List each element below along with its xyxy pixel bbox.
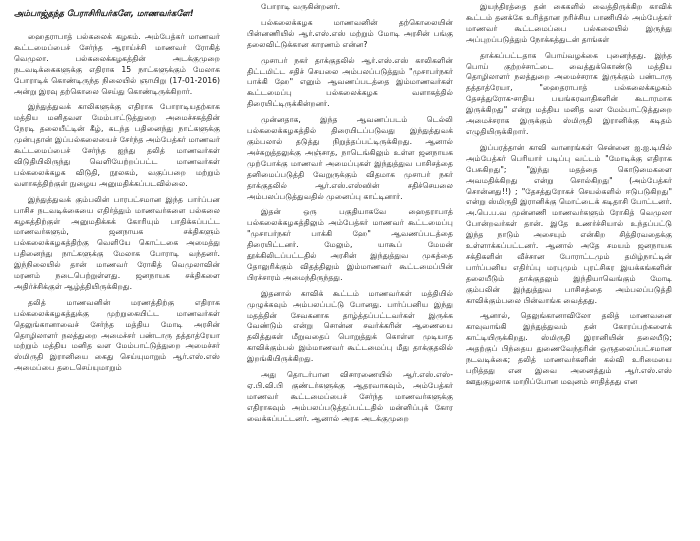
article-headline: அம்பாஜ்தந்த பேராசிரியர்களே, மாணவர்களே! [14,8,194,18]
paragraph: போராடி வருகின்றனர். [261,2,341,11]
paragraph: தாக்கப்பட்டதாக பொய்வழக்கை புனைந்தது. இந்த பொய் குற்றச்சாட்டை வைத்துக்கொண்டு மத்திய தொழிலாளர் நலத்துறை அமைச்சராக இருக்கும் பண்டாரு தத்தாத்ரேயா, "ஹைதராபாத் பல்கலைக்கழகம் தேசத்துரோக-சாதிய பயங்கரவாதிகளின் கூடாரமாக இருக்கிறது" என்று மத்திய மனித வள மேம்பாட்டுத்துறை அமைச்சராக இருக்கும் ஸ்மிருதி இரானிக்கு கடிதம் எழுதியிருக்கிறார். [466,50,672,136]
paragraph: இதன் ஒரு பகுதியாகவே ஹைதராபாத் பல்கலைக்கழகத்திலும் அம்பேத்கர் மாணவர் கூட்டமைப்பு "முசாபர்நகர் பாக்கி ஹே" ஆவணப்படத்தை திரையிட்டனர். மேலும், யாகூப் மேமன் தூக்கிலிடப்பட்டதில் அரசின் இந்துத்துவ முகத்தை தோலுரிக்கும் விதத்திலும் இம்மாணவர் கூட்டமைப்பின் பிரச்சாரம் அமைந்திருந்தது. [247,207,453,282]
paragraph: இந்துத்துவக் காலிகளுக்கு எதிராக போராடியதற்காக மத்திய மனிதவள மேம்பாட்டுத்துறை அமைச்சகத்தின் நேரடி தலையீட்டின் கீழ், கடந்த பதினைந்து நாட்களுக்கு முன்புதான் இப்பல்கலையைச் சேர்ந்த அம்பேத்கர் மாணவர் கூட்டமைப்பைச் சேர்ந்த ஐந்து தலித் மாணவர்கள் விடுதியிலிருந்து வெளியேற்றப்பட்ட மாணவர்கள் பல்கலைக்கழக விடுதி, நூலகம், வகுப்பறை மற்றும் வளாகத்திற்குள் நுழைய அனுமதிக்கப்படவில்லை. [14,102,220,188]
paragraph: முசாபர் நகர் தாக்குதலில் ஆர்.எஸ்.எஸ் காலிகளின் திட்டமிட்ட சதிச் செயலை அம்பலப்படுத்தும் "முசாபர்நகர் பாக்கி ஹே" எனும் ஆவணப்படத்தை இம்மாணவர்கள் கூட்டமைப்பு பல்கலைக்கழக வளாகத்தில் திரையிட்டிருக்கின்றனர். [247,55,453,109]
paragraph: இயந்திரத்தை தன் கைகளில் வைத்திருக்கிற காவிக் கூட்டம் தனக்கே உரித்தான நரிச்சிய பாணியில் அம்பேத்கர் மாணவர் கூட்டமைப்பை பல்கலையில் இருந்து அப்புறப்படுத்தும் நோக்கத்துடன் தாங்கள் [466,2,672,44]
article-column-2 [247,2,453,534]
paragraph: ஹைதராபாத் பல்கலைக் கழகம். அம்பேத்கர் மாணவர் கூட்டமைப்பைச் சேர்ந்த ஆராய்ச்சி மாணவர் ரோகித் வெமுலா. பல்கலைக்கழகத்தின் அடக்குமுறை நடவடிக்கைகளுக்கு எதிராக 15 நாட்களுக்கும் மேலாக போராடிக் கொண்டிருந்த நிலையில் ஞாயிறு (17-01-2016) அன்று இரவு தற்கொலை செய்து கொண்டிருக்கிறார். [14,32,220,96]
paragraph: தலித் மாணவனின் மரணத்திற்கு எதிராக பல்கலைக்கழகத்துக்கு முற்றுகையிட்ட மாணவர்கள் தெலுங்கானாவைச் சேர்ந்த மத்திய மோடி அரசின் தொழிலாளர் நலத்துறை அமைச்சர் பண்டாரு தத்தாத்ரேயா மற்றும் மத்திய மனித வள மேம்பாட்டுத்துறை அமைச்சர் ஸ்மிருதி இரானியை கைது செய்யுமாறும் ஆர்.எஸ்.எஸ் அமைப்பை தடைசெய்யுமாறும் [14,297,220,373]
paragraph: ஆனால், தெலுங்கானாவிலோ தலித் மாணவனை காவுவாங்கி இந்துத்துவம் தன் கோரப்பற்களைக் காட்டியிருக்கிறது. ஸ்மிருதி இரானியின் தலையீடு; அதற்குப் பிந்தைய துணைவேந்தரின் ஒருதலைப்பட்சமான நடவடிக்கை; தலித் மாணவர்களின் கல்வி உரிமையை பறித்தது என இவை அனைத்தும் ஆர்.எஸ்.எஸ் ஊதுகுழலாக மாறிப்போன மவுனம் சாதித்தது என [466,311,672,386]
paragraph: அது தொடர்பான விசாரணையில் ஆர்.எஸ்.எஸ்-ஏ.பி.வி.பி குண்டர்களுக்கு ஆதரவாகவும், அம்பேத்கர் மாணவர் கூட்டமைப்பைச் சேர்ந்த மாணவர்களுக்கு எதிராகவும் அம்பலப்படுத்தப்பட்டதில் மன்னிப்புக் கோர வைக்கப்பட்டனர். ஆனால் அரசு அடக்குமுறை [247,370,453,423]
paragraph: இந்துத்துவக் கும்பலின் பாரபட்சமான இந்த பார்ப்பன பாசிச நடவடிக்கையை எதிர்த்தும் மாணவர்களை பல்கலை கழகத்திற்குள் அனுமதிக்கக் கோரியும் பாதிக்கப்பட்ட மாணவர்களும், ஜனநாயக சக்திகளும் பல்கலைக்கழகத்திற்கு வெளியே கொட்டகை அமைத்து பதினைந்து நாட்களுக்கு மேலாக போராடி வந்தனர். இந்நிலையில் தான் மாணவர் ரோகித் வெமுலாவின் மரணம் நடைபெற்றுள்ளது. ஜனநாயக சக்திகளை அதிர்ச்சிக்குள் ஆழ்த்தியிருக்கிறது. [14,194,220,291]
paragraph: இப்பரத்தான் காவி வானரங்கள் சென்னை ஐ.ஐ.டியில் அம்பேத்கர் பெரியார் படிப்பு வட்டம் "மோடிக்கு எதிராக பேசுகிறது"; "இந்து மதத்தை கொடுமைகளை அவமதிக்கிறது என்று சொல்கிறது" (அம்பேத்கர் சொன்னது!!) ; "தேசத்துரோகச் செயல்களில் ஈடுபடுகிறது" என்று ஸ்மிருதி இரானிக்கு மொட்டைக் கடிதாசி போட்டனர். அ.பெ.ப.வ முன்னணி மாணவர்களும் ரோகித் வெமுலா போன்றவர்கள் தான். இதே உணர்ச்சியால் உந்தப்பட்டு இந்த நாடும் அசையும் என்கிற சித்திரவதைக்கு உள்ளாக்கப்பட்டனர். ஆனால் அதே சமயம் ஜனநாயக சக்திகளின் வீச்சான போராட்டமும் தமிழ்நாட்டின் பார்ப்பனிய எதிர்ப்பு மரபுமும் புரட்சிகர இயக்கங்களின் தலையீடும் தாக்குதலும் இந்தியாவெங்கும் மோடி கும்பலின் இந்துத்துவ பாசிசத்தை அம்பலப்படுத்தி காவிக்கும்பலை பின்வாங்க வைத்தது. [466,142,672,305]
paragraph: முன்னதாக, இந்த ஆவணப்படம் டெல்லி பல்கலைக்கழகத்தில் திரையிடப்படுவது இந்துத்துவக் கும்பலால் தடுத்து நிறுத்தப்பட்டிருக்கிறது. ஆனால் அச்சுறுத்தலுக்கு அஞ்சாத, நாடெங்கிலும் உள்ள ஜனநாயக முற்போக்கு மாணவர் அமைப்புகள் இந்துத்துவ பாசிசத்தை தனிமைப்படுத்தி வேறுருக்கும் விதமாக முசாபர் நகர் தாக்குதலில் ஆர்.எஸ்.எஸ்ஸின் சதிச்செயலை அம்பலப்படுத்துவதில் முனைப்பு காட்டினார். [247,115,453,201]
paragraph: இதனால் காவிக் கூட்டம் மாணவர்கள் மத்தியில் முழுக்கவும் அம்பலப்பட்டு போனது. பார்ப்பனிய இந்து மதத்தின் சேவகனாக தாழ்த்தப்பட்டவர்கள் இருக்க வேண்டும் என்று சொன்ன சவர்க்கரின் ஆணையை தலித்துகள் மீறுவதைப் பொறுத்துக் கொள்ள முடியாத காவிக்கும்பல் இம்மாணவர் கூட்டமைப்பு மீது தாக்குதலில் இறங்கியிருக்கிறது. [247,288,453,364]
paragraph: பல்கலைக்கழக மாணவனின் தற்கொலையின் பின்னணியில் ஆர்.எஸ்.எஸ் மற்றும் மோடி அரசின் பங்கு தலைவிட்டுக்கான காரணம் என்ன? [247,17,453,49]
article-column-3 [466,2,672,534]
article-column-1 [14,32,220,534]
